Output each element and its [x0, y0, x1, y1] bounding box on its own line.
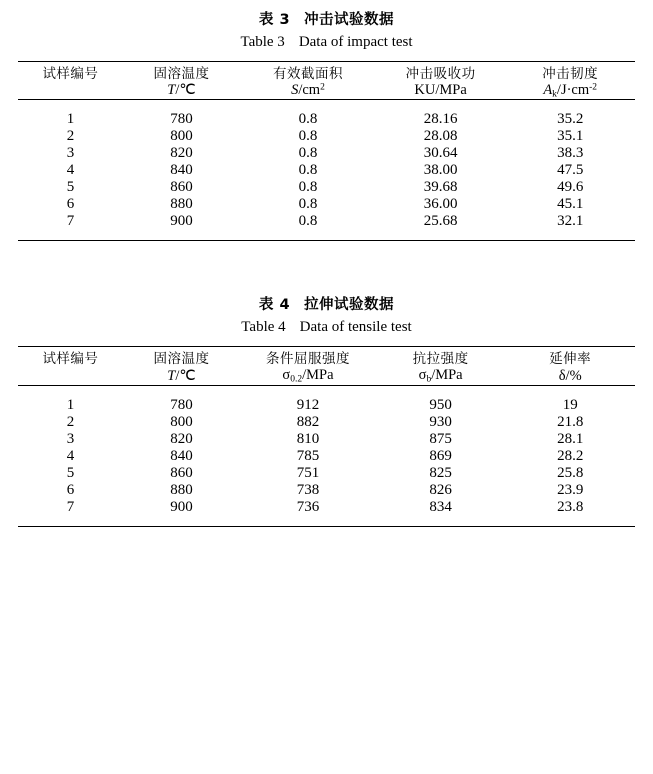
- header-solution-temp-unit: [123, 82, 240, 100]
- cell-solution-temp: 880: [170, 196, 193, 213]
- cell-tensile-strength: 950: [429, 396, 452, 413]
- table-row: [18, 448, 635, 465]
- header-impact-energy: 冲击吸收功: [405, 66, 476, 82]
- cell-sample-no: 3: [66, 430, 75, 447]
- unit-celsius: /℃: [175, 82, 196, 99]
- cell-solution-temp: 840: [170, 162, 193, 179]
- header-sample-no-unit: [18, 367, 123, 385]
- table-rule-bottom: [18, 526, 635, 527]
- cell-solution-temp: 800: [170, 413, 193, 430]
- cell-yield-strength: 810: [296, 430, 320, 447]
- table-tensile-test: [18, 346, 635, 526]
- header-elongation: 延伸率: [549, 351, 592, 368]
- table-4-caption-cn-number: 表 4: [258, 297, 291, 314]
- cell-yield-strength: 736: [296, 498, 320, 515]
- table-row: [18, 128, 635, 145]
- symbol-T: T: [167, 367, 176, 384]
- cell-solution-temp: 800: [170, 128, 193, 145]
- table-header-row-line2: [18, 367, 635, 385]
- cell-elongation: 28.1: [557, 430, 584, 447]
- cell-elongation: 19: [562, 396, 578, 413]
- table-4-caption-en-number: Table 4: [241, 319, 286, 336]
- cell-effective-area: 0.8: [298, 128, 318, 145]
- subscript-0-2: 0.2: [290, 374, 303, 385]
- table-3-caption-cn: [18, 0, 635, 29]
- table-row: [18, 196, 635, 213]
- cell-solution-temp: 880: [170, 481, 193, 498]
- header-yield-strength: 条件屈服强度: [265, 351, 350, 368]
- subscript-k: k: [552, 89, 557, 100]
- cell-impact-energy: 36.00: [423, 196, 458, 213]
- cell-effective-area: 0.8: [298, 145, 318, 162]
- cell-effective-area: 0.8: [298, 196, 318, 213]
- cell-elongation: 28.2: [557, 447, 584, 464]
- table-header-row-line2: [18, 82, 635, 100]
- unit-cm: /cm: [298, 82, 321, 99]
- table-3-caption-cn-text: 冲击试验数据: [304, 12, 395, 28]
- cell-impact-toughness: 35.1: [557, 128, 584, 145]
- table-row: [18, 499, 635, 527]
- table-row: [18, 386, 635, 414]
- symbol-S: S: [291, 82, 299, 99]
- header-sample-no: 试样编号: [42, 66, 99, 82]
- table-4-caption-en-text: Data of tensile test: [299, 319, 412, 336]
- unit-j-cm: /J·cm: [556, 82, 590, 98]
- cell-impact-energy: 39.68: [423, 179, 458, 196]
- header-impact-toughness-unit: [505, 82, 635, 100]
- cell-tensile-strength: 875: [429, 430, 452, 447]
- table-gap-spacer: [18, 241, 635, 293]
- cell-elongation: 21.8: [557, 413, 584, 430]
- unit-mpa: /MPa: [302, 367, 334, 384]
- symbol-A: A: [543, 82, 553, 98]
- cell-yield-strength: 738: [296, 481, 320, 498]
- cell-sample-no: 1: [66, 396, 75, 413]
- header-effective-area-unit: [240, 82, 376, 100]
- table-row: [18, 179, 635, 196]
- cell-sample-no: 2: [66, 128, 75, 145]
- cell-sample-no: 2: [66, 413, 75, 430]
- table-header-row-line1: [18, 62, 635, 82]
- exp-minus2: -2: [589, 82, 598, 93]
- cell-tensile-strength: 826: [429, 481, 452, 498]
- table-row: [18, 414, 635, 431]
- table-row: [18, 431, 635, 448]
- cell-solution-temp: 780: [170, 111, 193, 128]
- header-solution-temp: 固溶温度: [153, 66, 210, 82]
- table-impact-test: [18, 61, 635, 241]
- header-impact-toughness: 冲击韧度: [542, 66, 599, 82]
- cell-effective-area: 0.8: [298, 213, 318, 230]
- subscript-b: b: [426, 374, 432, 385]
- symbol-sigma: σ: [282, 367, 291, 384]
- cell-tensile-strength: 869: [429, 447, 452, 464]
- cell-tensile-strength: 930: [429, 413, 452, 430]
- cell-impact-toughness: 47.5: [557, 162, 584, 179]
- header-impact-energy-unit: KU/MPa: [414, 82, 467, 99]
- cell-sample-no: 3: [66, 145, 75, 162]
- header-yield-strength-unit: [240, 367, 376, 385]
- table-row: [18, 465, 635, 482]
- table-block-tensile: [18, 293, 635, 526]
- table-row: [18, 162, 635, 179]
- cell-yield-strength: 785: [296, 447, 320, 464]
- cell-yield-strength: 912: [296, 396, 320, 413]
- table-4-caption-cn-text: 拉伸试验数据: [304, 297, 395, 314]
- cell-sample-no: 5: [66, 179, 75, 196]
- cell-solution-temp: 900: [170, 213, 193, 230]
- cell-impact-energy: 28.16: [423, 111, 458, 128]
- table-3-caption-en-text: Data of impact test: [298, 34, 413, 50]
- cell-impact-energy: 30.64: [423, 145, 458, 162]
- cell-impact-energy: 38.00: [423, 162, 458, 179]
- header-sample-no-unit: [18, 82, 123, 100]
- table-3-caption-cn-number: 表 3: [258, 12, 291, 28]
- header-effective-area: 有效截面积: [272, 66, 343, 82]
- cell-impact-toughness: 35.2: [557, 111, 584, 128]
- cell-solution-temp: 840: [170, 447, 193, 464]
- cell-solution-temp: 860: [170, 464, 193, 481]
- table-4-caption-cn: [18, 293, 635, 314]
- cell-sample-no: 4: [66, 162, 75, 179]
- symbol-sigma: σ: [418, 367, 427, 384]
- unit-celsius: /℃: [175, 367, 196, 384]
- table-block-impact: [18, 0, 635, 241]
- cell-sample-no: 4: [66, 447, 75, 464]
- table-3-caption-en-number: Table 3: [240, 34, 285, 50]
- cell-elongation: 23.9: [557, 481, 584, 498]
- header-elongation-unit: δ/%: [558, 367, 582, 384]
- table-row: [18, 100, 635, 128]
- table-row: [18, 213, 635, 241]
- header-tensile-strength: 抗拉强度: [412, 351, 469, 368]
- exp-2: 2: [320, 82, 325, 93]
- header-solution-temp-unit: [123, 367, 240, 385]
- cell-impact-toughness: 38.3: [557, 145, 584, 162]
- cell-solution-temp: 900: [170, 498, 193, 515]
- cell-impact-energy: 28.08: [423, 128, 458, 145]
- cell-sample-no: 6: [66, 196, 75, 213]
- cell-sample-no: 6: [66, 481, 75, 498]
- unit-mpa: /MPa: [431, 367, 463, 384]
- cell-sample-no: 5: [66, 464, 75, 481]
- symbol-T: T: [167, 82, 176, 99]
- cell-sample-no: 7: [66, 213, 75, 230]
- cell-yield-strength: 751: [296, 464, 320, 481]
- rule: [18, 526, 635, 527]
- cell-impact-toughness: 49.6: [557, 179, 584, 196]
- header-sample-no: 试样编号: [42, 351, 99, 368]
- cell-sample-no: 1: [66, 111, 75, 128]
- cell-solution-temp: 820: [170, 145, 193, 162]
- table-row: [18, 145, 635, 162]
- cell-impact-energy: 25.68: [423, 213, 458, 230]
- cell-impact-toughness: 45.1: [557, 196, 584, 213]
- cell-tensile-strength: 834: [429, 498, 452, 515]
- cell-elongation: 23.8: [557, 498, 584, 515]
- cell-solution-temp: 780: [170, 396, 193, 413]
- cell-effective-area: 0.8: [298, 179, 318, 196]
- cell-tensile-strength: 825: [429, 464, 452, 481]
- table-4-caption-en: [18, 314, 635, 346]
- cell-impact-toughness: 32.1: [557, 213, 584, 230]
- cell-effective-area: 0.8: [298, 162, 318, 179]
- table-row: [18, 482, 635, 499]
- cell-sample-no: 7: [66, 498, 75, 515]
- table-3-caption-en: [18, 29, 635, 61]
- cell-effective-area: 0.8: [298, 111, 318, 128]
- cell-solution-temp: 820: [170, 430, 193, 447]
- header-tensile-strength-unit: [376, 367, 506, 385]
- table-header-row-line1: [18, 347, 635, 367]
- header-solution-temp: 固溶温度: [153, 351, 210, 368]
- cell-yield-strength: 882: [296, 413, 320, 430]
- cell-elongation: 25.8: [557, 464, 584, 481]
- cell-solution-temp: 860: [170, 179, 193, 196]
